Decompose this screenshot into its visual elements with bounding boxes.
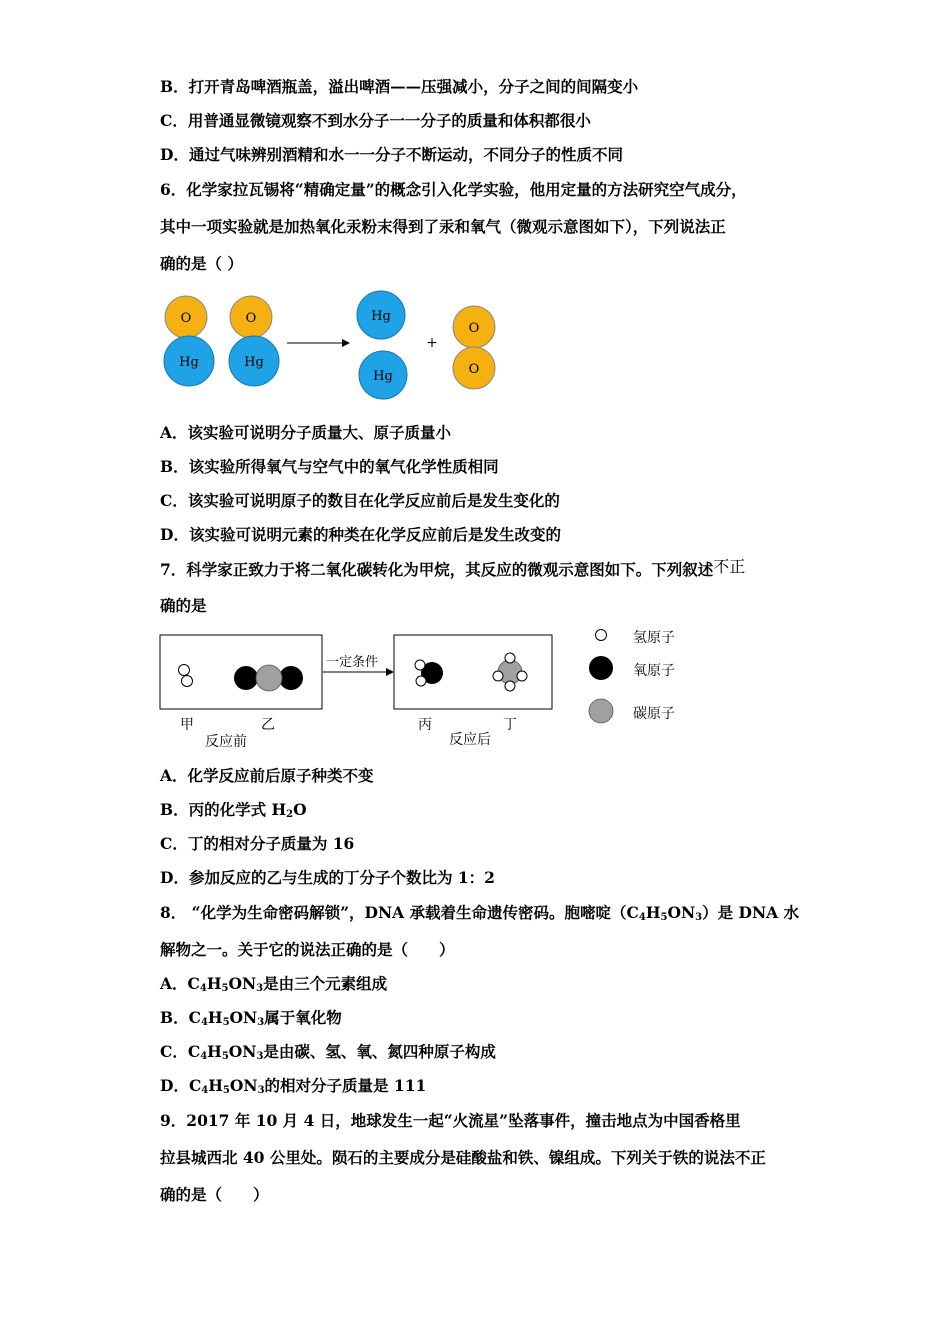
svg-text:丙: 丙 — [418, 717, 432, 733]
q8-stem-line2: 解物之一。关于它的说法正确的是（ ） — [160, 940, 455, 959]
q6-stem-line1: 6．化学家拉瓦锡将“精确定量”的概念引入化学实验，他用定量的方法研究空气成分， — [160, 180, 747, 199]
q9-stem-line2: 拉县城西北 40 公里处。陨石的主要成分是硅酸盐和铁、镍组成。下列关于铁的说法不正 — [160, 1148, 766, 1167]
svg-text:碳原子: 碳原子 — [633, 706, 675, 722]
q8-option-b: B．$C_4H_5ON_3$属于氧化物 — [160, 1008, 342, 1028]
q7-stem-line2: 确的是 — [160, 596, 207, 615]
q6-option-d: D．该实验可说明元素的种类在化学反应前后是发生改变的 — [160, 525, 561, 544]
svg-text:O: O — [245, 311, 257, 326]
q7-option-a: A．化学反应前后原子种类不变 — [160, 766, 374, 785]
q6-option-a: A．该实验可说明分子质量大、原子质量小 — [160, 423, 452, 442]
q7-stem-line1: 7．科学家正致力于将二氧化碳转化为甲烷，其反应的微观示意图如下。下列叙述不正 — [160, 557, 746, 579]
svg-text:O: O — [468, 362, 480, 377]
q7-option-d: D．参加反应的乙与生成的丁分子个数比为 1：2 — [160, 868, 495, 887]
mercury-atoms — [357, 291, 407, 399]
q7-not-emphasis: 不正 — [713, 557, 746, 576]
q8-stem-line1: 8． “化学为生命密码解锁”，DNA 承载着生命遗传密码。胞嘧啶$(C_4H_5ON_3)$是 DNA 水 — [160, 903, 800, 923]
svg-text:反应前: 反应前 — [205, 734, 247, 750]
hydrogen-molecule — [179, 665, 193, 687]
reaction-arrow — [287, 339, 350, 347]
svg-text:氧原子: 氧原子 — [633, 663, 675, 679]
q5-option-d: D．通过气味辨别酒精和水一一分子不断运动，不同分子的性质不同 — [160, 145, 623, 164]
q8-option-a: A．$C_4H_5ON_3$是由三个元素组成 — [160, 974, 388, 994]
svg-text:O: O — [180, 311, 192, 326]
svg-text:Hg: Hg — [244, 355, 264, 370]
svg-text:Hg: Hg — [371, 309, 391, 324]
svg-text:氢原子: 氢原子 — [633, 630, 675, 646]
mercury-oxide-molecule-1 — [164, 296, 214, 386]
reaction-condition: 一定条件 — [325, 655, 379, 670]
carbon-dioxide-molecule — [234, 665, 303, 691]
q7-reaction-diagram — [150, 625, 710, 755]
svg-text:Hg: Hg — [373, 369, 393, 384]
q8-option-c: C．$C_4H_5ON_3$是由碳、氢、氧、氮四种原子构成 — [160, 1042, 496, 1062]
q5-option-b: B．打开青岛啤酒瓶盖，溢出啤酒——压强减小，分子之间的间隔变小 — [160, 77, 639, 96]
svg-text:O: O — [468, 321, 480, 336]
q9-stem-line1: 9．2017 年 10 月 4 日，地球发生一起“火流星”坠落事件，撞击地点为中国香格里 — [160, 1111, 741, 1130]
atom-legend — [589, 630, 675, 724]
q6-stem-line3: 确的是（ ） — [160, 254, 243, 273]
svg-text:甲: 甲 — [180, 717, 194, 733]
q9-stem-line3: 确的是（ ） — [160, 1185, 269, 1204]
q6-stem-line2: 其中一项实验就是加热氧化汞粉末得到了汞和氧气（微观示意图如下），下列说法正 — [160, 217, 726, 236]
q6-option-b: B．该实验所得氧气与空气中的氧气化学性质相同 — [160, 457, 499, 476]
svg-text:Hg: Hg — [179, 355, 199, 370]
methane-molecule — [493, 653, 527, 691]
q5-option-c: C．用普通显微镜观察不到水分子一一分子的质量和体积都很小 — [160, 111, 591, 130]
plus-sign: + — [426, 335, 438, 351]
q7-option-b: B．丙的化学式 $H_2O$ — [160, 800, 307, 820]
water-molecule — [415, 660, 443, 686]
oxygen-molecule — [453, 306, 495, 389]
mercury-oxide-molecule-2 — [229, 296, 279, 386]
svg-text:反应后: 反应后 — [449, 732, 491, 748]
svg-text:乙: 乙 — [261, 717, 275, 733]
q8-option-d: D．$C_4H_5ON_3$的相对分子质量是 111 — [160, 1076, 427, 1096]
q6-option-c: C．该实验可说明原子的数目在化学反应前后是发生变化的 — [160, 491, 560, 510]
svg-text:丁: 丁 — [503, 717, 517, 733]
q7-option-c: C．丁的相对分子质量为 16 — [160, 834, 355, 853]
condition-arrow — [323, 655, 394, 676]
q6-reaction-diagram — [150, 290, 510, 410]
